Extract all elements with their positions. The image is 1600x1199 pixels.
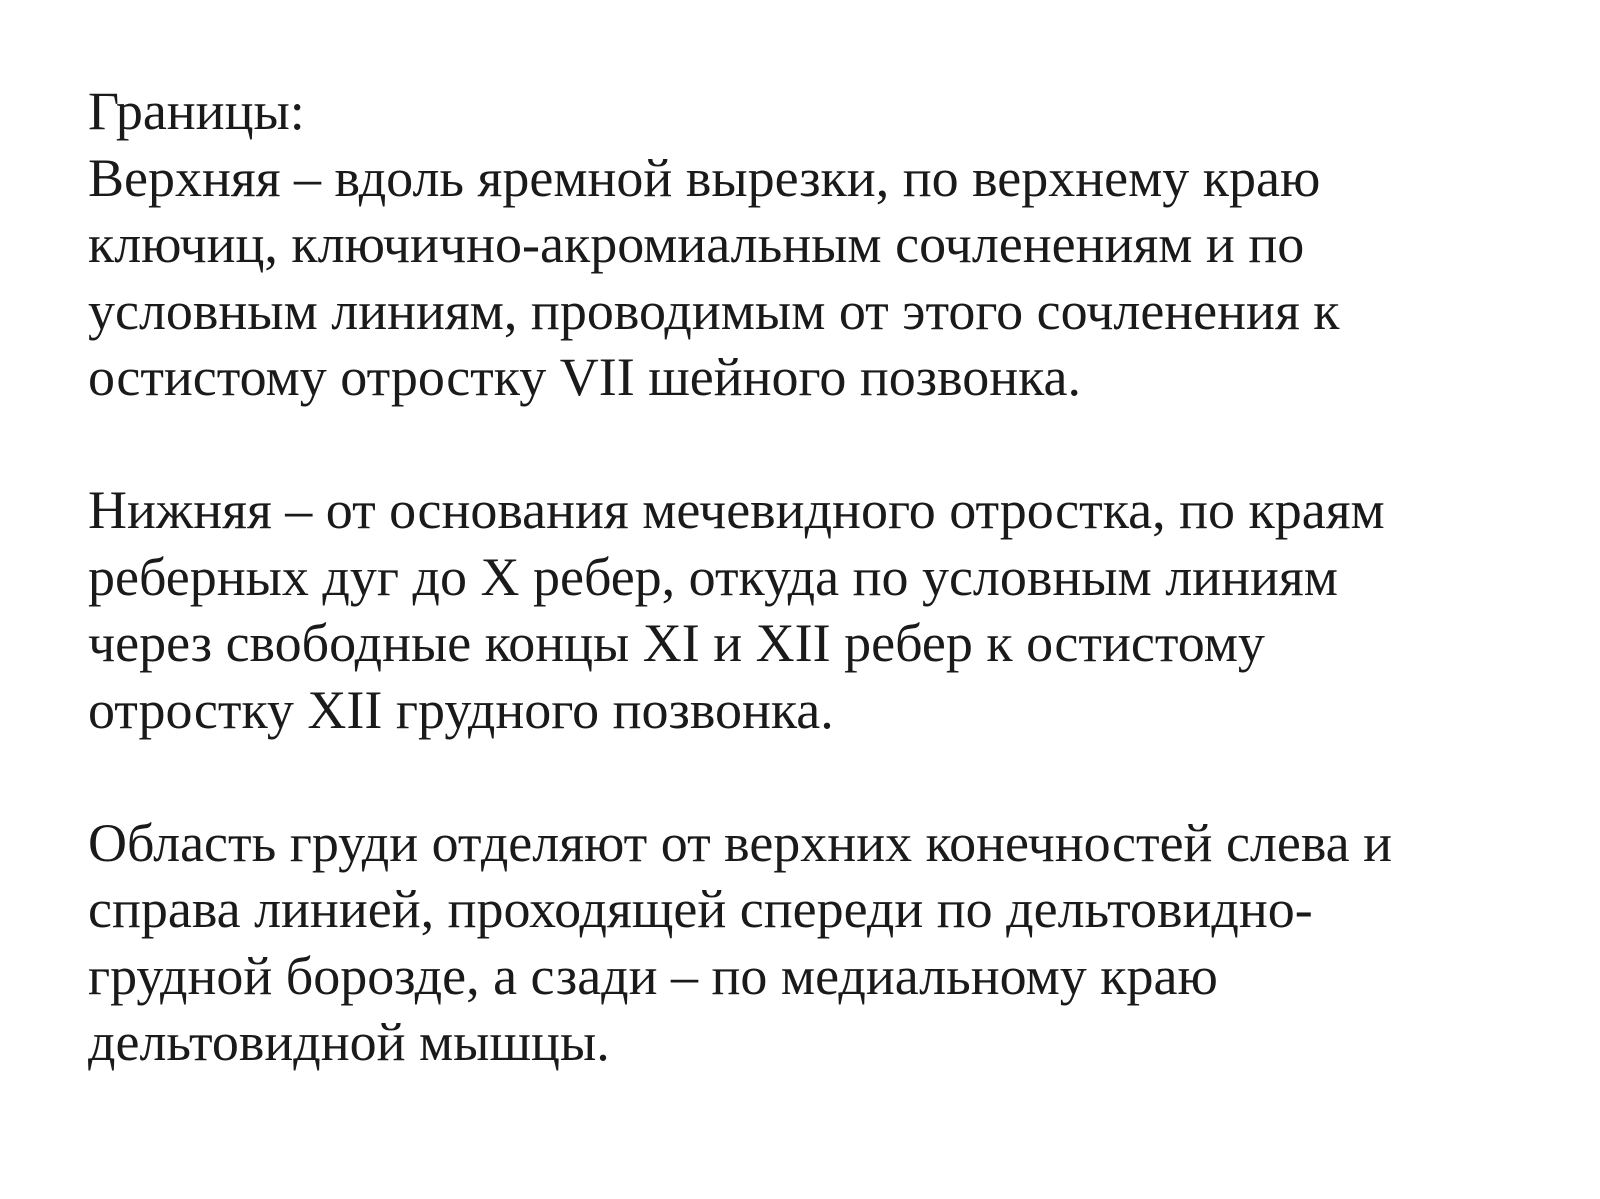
paragraph-line: остистому отростку VII шейного позвонка. (88, 347, 1081, 407)
paragraph-spacer (88, 411, 1528, 478)
document-body (88, 78, 1528, 1076)
paragraph-line: реберных дуг до X ребер, откуда по условным линиям (88, 546, 1338, 607)
paragraph-upper-border (88, 145, 1528, 411)
paragraph-line: Область груди отделяют от верхних конечностей слева и (88, 812, 1392, 873)
paragraph-line: ключиц, ключично-акромиальным сочленениям и по (88, 214, 1305, 274)
paragraph-line: грудной борозде, а сзади – по медиальному краю (88, 945, 1218, 1006)
paragraph-line: справа линией, проходящей спереди по дельтовидно- (88, 879, 1313, 939)
paragraph-lower-border (88, 477, 1528, 743)
heading-borders: Границы: (88, 81, 305, 141)
paragraph-line: дельтовидной мышцы. (88, 1012, 610, 1072)
paragraph-spacer (88, 743, 1528, 810)
paragraph-line: Нижняя – от основания мечевидного отростка, по краям (88, 480, 1385, 540)
paragraph-line: через свободные концы XI и XII ребер к остистому (88, 613, 1265, 673)
paragraph-chest-region (88, 810, 1528, 1076)
paragraph-line: условным линиям, проводимым от этого сочленения к (88, 280, 1340, 341)
paragraph-line: Верхняя – вдоль яремной вырезки, по верхнему краю (88, 147, 1321, 208)
paragraph-line: отростку XII грудного позвонка. (88, 679, 834, 740)
